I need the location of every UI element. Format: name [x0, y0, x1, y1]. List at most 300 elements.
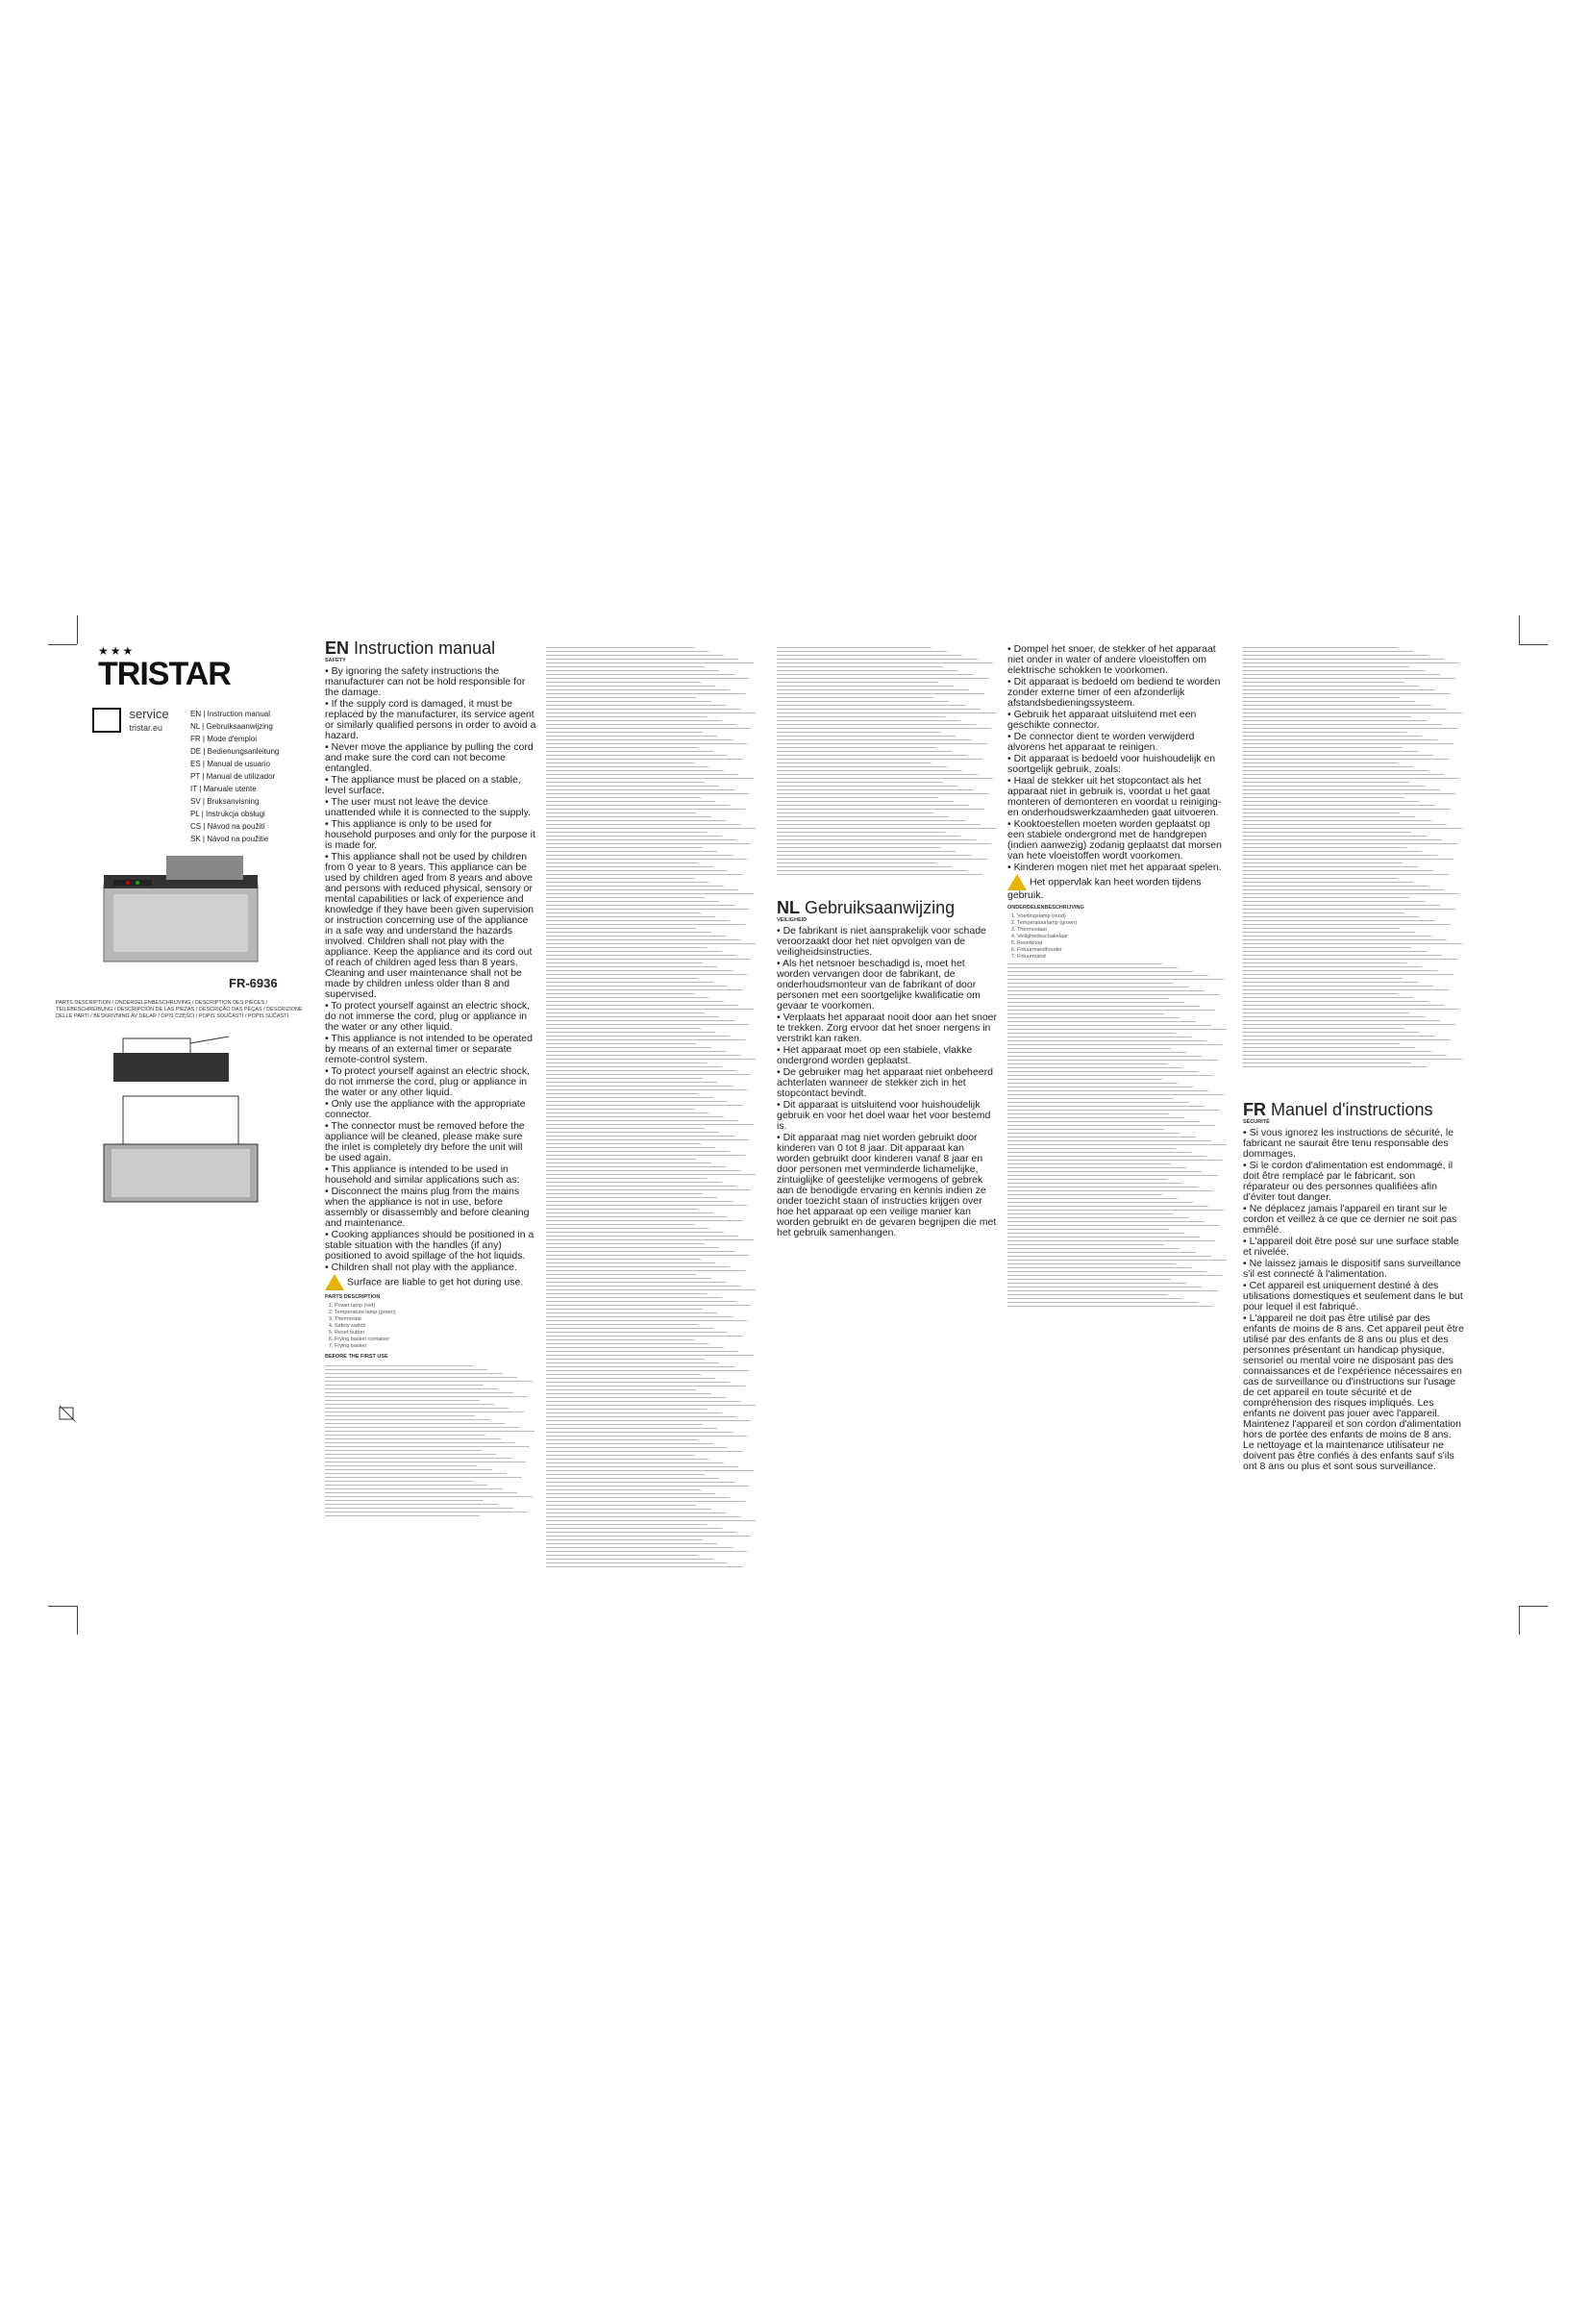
- fine-print-line: [546, 1305, 751, 1306]
- brand-stars: ★★★: [98, 644, 136, 658]
- fine-print-line: [546, 1239, 754, 1240]
- fine-print-line: [1007, 1002, 1184, 1003]
- fine-print-line: [1243, 932, 1415, 933]
- fine-print-line: [546, 889, 738, 890]
- list-item: 6. Frituurmandhouder: [1017, 947, 1229, 954]
- fine-print-line: [1243, 747, 1403, 748]
- nl-top-small-text: [777, 644, 998, 904]
- fine-print-line: [1243, 905, 1440, 906]
- language-item: CS | Návod na použití: [190, 822, 265, 831]
- fine-print-line: [1007, 1006, 1200, 1007]
- fine-print-line: [546, 1174, 756, 1175]
- fine-print-line: [546, 1301, 736, 1302]
- language-item: SK | Návod na použitie: [190, 835, 269, 843]
- fine-print-line: [546, 732, 703, 733]
- fine-print-line: [546, 1216, 728, 1217]
- fine-print-line: [546, 1412, 722, 1413]
- paragraph: • L'appareil doit être posé sur une surface stable et nivelée.: [1243, 1236, 1459, 1258]
- fine-print-line: [1007, 1017, 1180, 1018]
- fine-print-line: [546, 989, 743, 990]
- fine-print-line: [1007, 1125, 1215, 1126]
- fine-print-line: [777, 736, 956, 737]
- fine-print-line: [546, 905, 734, 906]
- fine-print-line: [546, 1051, 726, 1052]
- fine-print-line: [546, 666, 705, 667]
- fine-print-line: [546, 912, 701, 913]
- paragraph: • Het apparaat moet op een stabiele, vlakke ondergrond worden geplaatst.: [777, 1044, 973, 1066]
- fine-print-line: [546, 1455, 694, 1456]
- fine-print-line: [546, 1097, 713, 1098]
- fine-print-line: [546, 801, 715, 802]
- warning-icon: [325, 1274, 344, 1290]
- fine-print-line: [1243, 1020, 1440, 1021]
- fine-print-line: [546, 859, 747, 860]
- fine-print-line: [1243, 828, 1462, 829]
- fine-print-line: [1007, 1044, 1222, 1045]
- fine-print-line: [546, 1386, 745, 1387]
- fine-print-line: [546, 1293, 707, 1294]
- fine-print-line: [546, 1066, 722, 1067]
- language-list: [190, 708, 279, 845]
- paragraph: • This appliance is only to be used for household purposes and only for the purpose it is made for.: [325, 818, 535, 851]
- fine-print-line: [546, 1139, 749, 1140]
- fine-print-line: [546, 682, 701, 683]
- fine-print-line: [546, 1478, 719, 1479]
- fine-print-line: [325, 1396, 528, 1397]
- fine-print-line: [1243, 982, 1418, 983]
- list-item: 2. Temperatuurlamp (groen): [1017, 920, 1229, 927]
- fine-print-line: [1007, 1133, 1180, 1134]
- paragraph: • Only use the appliance with the appropriate connector.: [325, 1098, 526, 1120]
- fine-print-line: [546, 736, 717, 737]
- fine-print-line: [546, 1309, 703, 1310]
- fine-print-line: [1007, 1240, 1215, 1241]
- fine-print-line: [546, 1151, 730, 1152]
- fine-print-line: [1007, 1144, 1227, 1145]
- fine-print-line: [546, 1120, 738, 1121]
- fine-print-line: [546, 1093, 698, 1094]
- fine-print-line: [1007, 1013, 1164, 1014]
- service-label: service: [129, 707, 169, 721]
- fine-print-line: [1007, 1210, 1224, 1211]
- fine-print-line: [546, 1539, 703, 1540]
- fine-print-line: [546, 932, 711, 933]
- fine-print-line: [546, 924, 745, 925]
- fine-print-line: [546, 1109, 694, 1110]
- fine-print-line: [1243, 870, 1433, 871]
- language-item: IT | Manuale utente: [190, 785, 257, 793]
- fine-print-line: [1007, 1060, 1218, 1061]
- paragraph: • De gebruiker mag het apparaat niet onbeheerd achterlaten wanneer de stekker zich in het stopcontact bevindt.: [777, 1066, 993, 1099]
- nl-column: [777, 644, 998, 1606]
- fine-print-line: [546, 1220, 743, 1221]
- fine-print-line: [777, 709, 981, 710]
- warning-icon: [1007, 874, 1027, 890]
- fine-print-line: [1007, 1260, 1227, 1261]
- fine-print-line: [546, 1105, 743, 1106]
- fine-print-line: [777, 697, 933, 698]
- fine-print-line: [546, 1005, 738, 1006]
- fine-print-line: [546, 678, 749, 679]
- fine-print-line: [546, 1020, 734, 1021]
- fine-print-line: [1007, 1179, 1167, 1180]
- fine-print-line: [1007, 1229, 1169, 1230]
- fine-print-line: [546, 1278, 711, 1279]
- fine-print-line: [546, 1536, 751, 1537]
- fine-print-line: [546, 1559, 713, 1560]
- en-parts-list: [325, 1303, 536, 1350]
- language-item: SV | Bruksanvisning: [190, 797, 260, 806]
- fine-print-line: [546, 1516, 740, 1517]
- fine-print-line: [546, 1032, 715, 1033]
- fine-print-line: [546, 1259, 701, 1260]
- fine-print-line: [1007, 1048, 1171, 1049]
- fine-print-line: [546, 866, 713, 867]
- fr-column: [1243, 644, 1464, 1606]
- fine-print-line: [1243, 812, 1400, 813]
- fine-print-line: [546, 897, 705, 898]
- fine-print-line: [546, 1089, 747, 1090]
- fine-print-line: [777, 689, 969, 690]
- fine-print-line: [1243, 1005, 1444, 1006]
- fine-print-line: [546, 893, 754, 894]
- fine-print-line: [1243, 893, 1459, 894]
- fine-print-line: [1007, 1071, 1198, 1072]
- fine-print-line: [777, 832, 945, 833]
- fine-print-line: [546, 1262, 715, 1263]
- fine-print-line: [546, 1289, 756, 1290]
- fine-print-line: [1007, 979, 1224, 980]
- fine-print-line: [1007, 1306, 1213, 1307]
- fine-print-line: [777, 755, 967, 756]
- fine-print-line: [1243, 909, 1455, 910]
- fine-print-line: [546, 770, 724, 771]
- fine-print-line: [325, 1500, 484, 1501]
- paragraph: • This appliance is intended to be used in household and similar applications such as:: [325, 1163, 520, 1186]
- fine-print-line: [546, 1224, 694, 1225]
- paragraph: • Never move the appliance by pulling the cord and make sure the cord can not become entangled.: [325, 741, 534, 774]
- fine-print-line: [1243, 705, 1431, 706]
- fine-print-line: [1243, 689, 1435, 690]
- fine-print-line: [546, 662, 754, 663]
- fine-print-line: [546, 1436, 747, 1437]
- fine-print-line: [1243, 916, 1420, 917]
- crop-mark: [1519, 615, 1520, 644]
- small-icon-block: [58, 1404, 77, 1425]
- fine-print-line: [546, 966, 717, 967]
- language-item: NL | Gebruiksaanwijzing: [190, 722, 273, 731]
- paragraph: • Kooktoestellen moeten worden geplaatst op een stabiele ondergrond met de handgrepen (indien aanwezig) zodanig geplaatst dat morsen van hete vloeistoffen wordt voorkomen.: [1007, 818, 1222, 862]
- fine-print-line: [546, 1509, 711, 1510]
- list-item: 4. Safety switch: [335, 1323, 536, 1330]
- fine-print-line: [546, 1336, 743, 1337]
- fine-print-line: [777, 782, 943, 783]
- fine-print-line: [777, 805, 969, 806]
- fr-safety-heading: SÉCURITÉ: [1243, 1119, 1270, 1125]
- fine-print-line: [546, 1497, 730, 1498]
- fine-print-line: [1007, 1217, 1189, 1218]
- fine-print-line: [546, 720, 722, 721]
- crop-mark: [48, 1606, 77, 1607]
- fine-print-line: [1243, 678, 1455, 679]
- fine-print-line: [546, 1251, 734, 1252]
- fine-print-line: [546, 1286, 740, 1287]
- fine-print-line: [1243, 986, 1433, 987]
- fine-print-line: [546, 709, 740, 710]
- fine-print-line: [1243, 851, 1422, 852]
- fine-print-line: [1007, 1110, 1220, 1111]
- fine-print-line: [546, 1562, 728, 1563]
- fine-print-line: [1243, 855, 1437, 856]
- fine-print-line: [1007, 1040, 1206, 1041]
- fine-print-line: [1007, 1171, 1202, 1172]
- fine-print-line: [546, 920, 730, 921]
- fine-print-line: [546, 1512, 726, 1513]
- fine-print-line: [546, 1343, 708, 1344]
- fine-print-line: [1007, 990, 1205, 991]
- fine-print-line: [546, 959, 751, 960]
- nl-paragraphs: [777, 926, 998, 1238]
- fine-print-line: [1243, 655, 1429, 656]
- fine-print-line: [1243, 728, 1457, 729]
- fine-print-line: [1243, 782, 1409, 783]
- paragraph: • Ne déplacez jamais l'appareil en tirant sur le cordon et veillez à ce que ce dernier ne soit pas emmêlé.: [1243, 1203, 1457, 1236]
- fine-print-line: [1243, 809, 1451, 810]
- fine-print-line: [546, 901, 719, 902]
- fine-print-line: [546, 1212, 713, 1213]
- fine-print-line: [546, 828, 756, 829]
- fine-print-line: [325, 1392, 513, 1393]
- cover-column: [46, 644, 315, 1606]
- fine-print-line: [1243, 682, 1404, 683]
- fine-print-line: [1243, 936, 1431, 937]
- list-item: 4. Veiligheidsschakelaar: [1017, 934, 1229, 940]
- fine-print-line: [1243, 974, 1453, 975]
- fine-print-line: [777, 659, 978, 660]
- fine-print-line: [546, 751, 713, 752]
- fine-print-line: [1007, 1148, 1176, 1149]
- fine-print-line: [325, 1438, 501, 1439]
- fine-print-line: [546, 986, 728, 987]
- fine-print-line: [1007, 1021, 1196, 1022]
- fine-print-line: [1007, 1213, 1174, 1214]
- fine-print-line: [1243, 889, 1444, 890]
- fine-print-line: [546, 1439, 698, 1440]
- fine-print-line: [546, 755, 728, 756]
- fine-print-line: [1007, 1033, 1176, 1034]
- list-item: 1. Power lamp (red): [335, 1303, 536, 1310]
- fine-print-line: [777, 743, 987, 744]
- en-paragraphs: [325, 666, 536, 1273]
- fine-print-line: [1243, 901, 1425, 902]
- fine-print-line: [1007, 1183, 1182, 1184]
- fine-print-line: [325, 1388, 498, 1389]
- fine-print-line: [546, 739, 733, 740]
- fine-print-line: [1007, 1090, 1208, 1091]
- fine-print-line: [546, 1282, 726, 1283]
- fine-print-line: [1243, 859, 1453, 860]
- fine-print-line: [546, 955, 736, 956]
- fine-print-line: [546, 939, 740, 940]
- fine-print-line: [546, 982, 713, 983]
- fine-print-line: [1243, 712, 1462, 713]
- fine-print-line: [1007, 1225, 1220, 1226]
- brand-logo: [98, 644, 231, 690]
- fine-print-line: [546, 1112, 708, 1113]
- fine-print-line: [777, 786, 958, 787]
- fine-print-line: [1243, 755, 1433, 756]
- fine-print-line: [546, 1297, 722, 1298]
- paragraph: • Dit apparaat mag niet worden gebruikt door kinderen van 0 tot 8 jaar. Dit apparaat kan worden gebruikt door kinderen vanaf 8 jaar en door personen met verminderde lichamelijke, zintuiglijke of geestelijke vermogens of gebrek aan de benodigde ervaring en kennis indien ze onder toezicht staan of instructies krijgen over hoe het apparaat op een veilige manier kan worden gebruikt en de gevaren begrijpen die met het gebruik samenhangen.: [777, 1132, 997, 1238]
- fine-print-line: [546, 1505, 696, 1506]
- fine-print-line: [777, 651, 947, 652]
- fine-print-line: [546, 793, 749, 794]
- service-logo: [92, 708, 198, 740]
- fine-print-line: [546, 716, 707, 717]
- fine-print-line: [546, 1170, 740, 1171]
- fine-print-line: [1243, 959, 1457, 960]
- crop-mark: [1519, 1606, 1520, 1635]
- fine-print-line: [546, 1447, 728, 1448]
- fine-print-line: [1007, 1079, 1162, 1080]
- fine-print-line: [546, 1009, 754, 1010]
- fine-print-line: [546, 886, 724, 887]
- fine-print-line: [1007, 975, 1208, 976]
- fine-print-line: [546, 1489, 701, 1490]
- fine-print-line: [546, 974, 747, 975]
- fr-top-small-text: [1243, 644, 1464, 1106]
- fine-print-line: [1243, 1028, 1404, 1029]
- fine-print-line: [1243, 805, 1435, 806]
- fine-print-line: [546, 993, 694, 994]
- fine-print-line: [546, 693, 745, 694]
- fine-print-line: [777, 716, 945, 717]
- fine-print-line: [1007, 1244, 1164, 1245]
- fine-print-line: [777, 839, 976, 840]
- fine-print-line: [1243, 693, 1451, 694]
- fine-print-line: [546, 1493, 715, 1494]
- fine-print-line: [1007, 1271, 1206, 1272]
- fine-print-line: [546, 712, 756, 713]
- paragraph: • To protect yourself against an electric shock, do not immerse the cord, plug or appliance in the water or any other liquid.: [325, 1000, 531, 1033]
- fine-print-line: [777, 666, 943, 667]
- list-item: 1. Voedingslamp (rood): [1017, 913, 1229, 920]
- fine-print-line: [1243, 836, 1427, 837]
- fine-print-line: [546, 1459, 708, 1460]
- language-item: EN | Instruction manual: [190, 710, 271, 718]
- paragraph: • Cooking appliances should be positioned in a stable situation with the handles (if any) positioned to avoid spillage of the hot liquids.: [325, 1229, 534, 1262]
- fine-print-line: [546, 1320, 747, 1321]
- fine-print-line: [546, 762, 694, 763]
- fine-print-line: [777, 874, 982, 875]
- fine-print-line: [546, 747, 698, 748]
- exploded-parts-diagram: [85, 1029, 277, 1212]
- fine-print-line: [325, 1377, 517, 1378]
- fine-print-line: [546, 1193, 703, 1194]
- fine-print-line: [1243, 955, 1442, 956]
- paragraph: • Si vous ignorez les instructions de sécurité, le fabricant ne saurait être tenu responsable des dommages.: [1243, 1127, 1454, 1160]
- fine-print-line: [546, 1524, 707, 1525]
- fine-print-line: [325, 1508, 513, 1509]
- manual-sheet: [46, 638, 1546, 1606]
- fine-print-line: [777, 789, 974, 790]
- list-item: 6. Frying basket container: [335, 1337, 536, 1343]
- fine-print-line: [546, 1012, 705, 1013]
- fine-print-line: [546, 670, 719, 671]
- fine-print-line: [1243, 789, 1440, 790]
- paragraph: • Dompel het snoer, de stekker of het apparaat niet onder in water of andere vloeistoffen om elektrische schokken te voorkomen.: [1007, 643, 1216, 676]
- fine-print-line: [325, 1408, 509, 1409]
- fine-print-line: [325, 1515, 480, 1516]
- fine-print-line: [1243, 766, 1413, 767]
- paragraph: • Dit apparaat is bedoeld om bediend te worden zonder externe timer of een afzonderlijk afstandsbedieningssysteem.: [1007, 676, 1221, 709]
- fine-print-line: [546, 774, 738, 775]
- fine-print-line: [546, 855, 733, 856]
- fine-print-line: [546, 1247, 719, 1248]
- fine-print-line: [1007, 1298, 1182, 1299]
- fine-print-line: [546, 882, 708, 883]
- fine-print-line: [1007, 1094, 1224, 1095]
- fine-print-line: [546, 839, 736, 840]
- fine-print-line: [546, 1532, 736, 1533]
- fine-print-line: [546, 1155, 745, 1156]
- fine-print-line: [546, 1432, 733, 1433]
- fine-print-line: [777, 836, 960, 837]
- fine-print-line: [1243, 1066, 1427, 1067]
- fine-print-line: [546, 1055, 740, 1056]
- fine-print-line: [1243, 1059, 1462, 1060]
- fine-print-line: [325, 1427, 519, 1428]
- fine-print-line: [1243, 751, 1418, 752]
- paragraph: • Disconnect the mains plug from the mains when the appliance is not in use, before assembly or disassembly and before cleaning and maintenance.: [325, 1186, 530, 1229]
- fine-print-line: [1243, 897, 1409, 898]
- paragraph: • De fabrikant is niet aansprakelijk voor schade veroorzaakt door het niet opvolgen van de veiligheidsinstructies.: [777, 925, 986, 958]
- fine-print-line: [777, 801, 954, 802]
- fine-print-line: [325, 1404, 494, 1405]
- fine-print-line: [546, 878, 694, 879]
- fine-print-line: [1243, 816, 1415, 817]
- fine-print-line: [777, 647, 932, 648]
- fine-print-line: [777, 766, 947, 767]
- fine-print-line: [1243, 847, 1406, 848]
- fine-print-line: [546, 862, 698, 863]
- fine-print-line: [1243, 1055, 1447, 1056]
- fine-print-line: [1007, 1167, 1186, 1168]
- list-item: 3. Thermostaat: [1017, 927, 1229, 934]
- nl-column-2: [1007, 644, 1229, 1606]
- fine-print-line: [1243, 697, 1400, 698]
- fine-print-line: [777, 759, 982, 760]
- fine-print-line: [546, 1162, 711, 1163]
- fine-print-line: [1243, 920, 1435, 921]
- fine-print-line: [1243, 651, 1413, 652]
- fine-print-line: [1243, 1051, 1431, 1052]
- fine-print-line: [546, 809, 745, 810]
- fine-print-line: [325, 1492, 517, 1493]
- fine-print-line: [546, 909, 749, 910]
- fine-print-line: [1243, 939, 1447, 940]
- fine-print-line: [325, 1465, 477, 1466]
- fine-print-line: [546, 997, 708, 998]
- fine-print-line: [546, 1351, 738, 1352]
- fine-print-line: [1007, 1190, 1213, 1191]
- fine-print-line: [1243, 720, 1427, 721]
- fine-print-line: [1007, 1233, 1184, 1234]
- fine-print-line: [546, 1332, 728, 1333]
- fine-print-line: [546, 759, 743, 760]
- fine-print-line: [1243, 989, 1449, 990]
- fine-print-line: [546, 962, 703, 963]
